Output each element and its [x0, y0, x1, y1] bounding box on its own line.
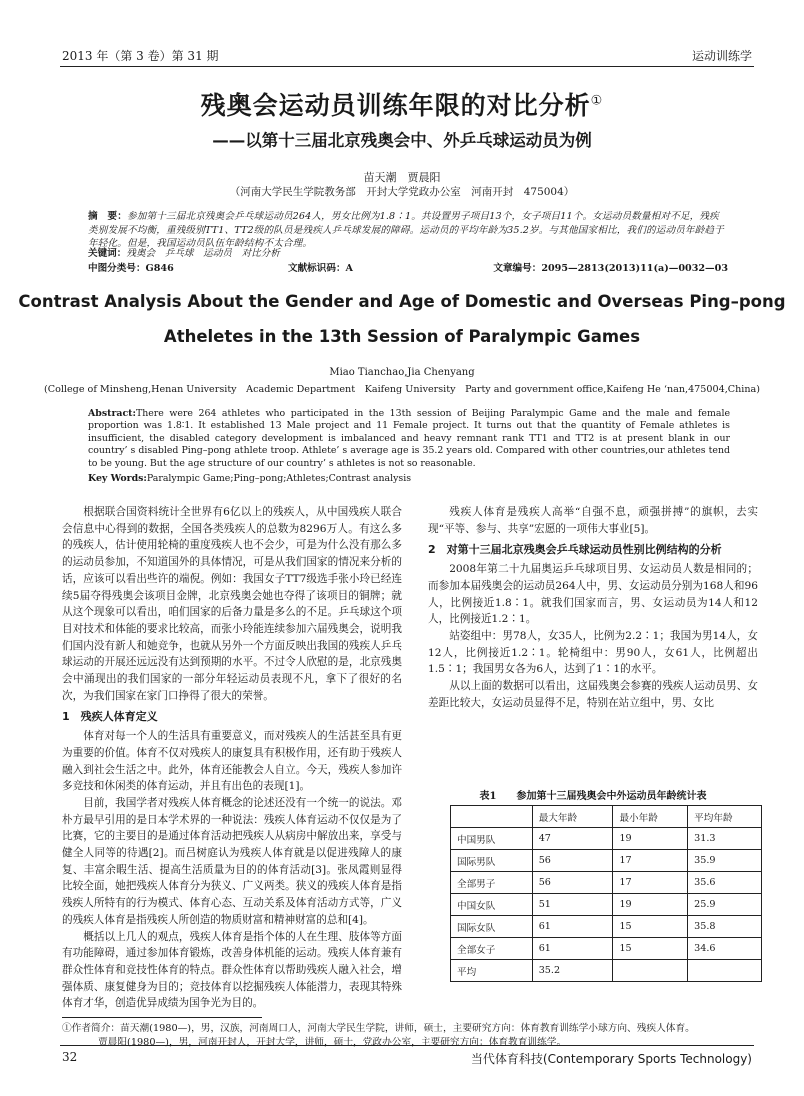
table-row: [451, 960, 762, 982]
table-row: [451, 872, 762, 894]
table-cell: 中国男队: [451, 828, 533, 850]
section-1-heading: 1 残疾人体育定义: [62, 710, 158, 724]
table-cell: 国际女队: [451, 916, 533, 938]
table-cell: 15: [613, 938, 688, 960]
affiliation-cn: （河南大学民生学院教务部 开封大学党政办公室 河南开封 475004）: [229, 186, 575, 198]
section-2-paragraph-2: 站姿组中：男78人，女35人，比例为2.2∶1；我国为男14人，女12人，比例接近1.2∶1。轮椅组中：男90人，女61人，比例超出1.5∶1；我国男女各为6人，达到了1∶1的水平。: [428, 629, 758, 676]
keywords-en: [88, 473, 730, 484]
table-cell: 35.9: [688, 850, 762, 872]
table-header-cell: 最小年龄: [613, 806, 688, 828]
section-1-paragraph-1: 体育对每一个人的生活具有重要意义，而对残疾人的生活甚至具有更为重要的价值。体育不仅对残疾人的康复具有积极作用，还有助于残疾人融入到社会生活之中。此外，体育还能教会人自立。今天，残疾人参加许多竞技和休闲类的体育运动，并且有出色的表现[1]。: [62, 730, 402, 793]
section-2-paragraph-3: 从以上面的数据可以看出，这届残奥会参赛的残疾人运动员男、女差距比较大，女运动员显得不足，特别在站立组中，男、女比: [428, 680, 758, 709]
authors-cn: 苗天潮 贾晨阳: [363, 171, 441, 184]
table-cell: [613, 960, 688, 982]
keywords-cn: [88, 245, 728, 259]
section-1-paragraph-3: 概括以上几人的观点，残疾人体育是指个体的人在生理、肢体等方面有功能障碍，通过参加体育锻炼，改善身体机能的运动。残疾人体育兼有群众性体育和竞技性体育的特点。群众性体育以帮助残疾人融入社会，增强体质、康复健身为目的；竞技体育以挖掘残疾人体能潜力，表现其特殊体育才华，创造优异成绩为国争光为目的。: [62, 930, 402, 1010]
table-row: [451, 938, 762, 960]
header-rule: [60, 66, 754, 67]
table-cell: 61: [532, 916, 613, 938]
table-cell: 35.8: [688, 916, 762, 938]
article-number: 文章编号：2095—2813(2013)11(a)—0032—03: [493, 263, 728, 274]
table-cell: 中国女队: [451, 894, 533, 916]
table-cell: 61: [532, 938, 613, 960]
table-1-caption: 表1 参加第十三届残奥会中外运动员年龄统计表: [479, 791, 707, 802]
table-cell: 51: [532, 894, 613, 916]
table-row: [451, 828, 762, 850]
table-cell: 国际男队: [451, 850, 533, 872]
keywords-cn-label: 关键词：: [88, 248, 127, 259]
abstract-en-text: There were 264 athletes who participated in the 13th session of Beijing Paralympic Game and the male and female proportion was 1.8∶1. It established 13 Male project and 11 Female project. It turns out that the quantity of Female athletes is insufficient, the disabled category development is imbalanced and heavy remnant rank TT1 and TT2 is at present blank in our country’ s disabled Ping–pong athlete troop. Athlete’ s average age is 35.2 years old. Compared with other countries,our athletes tend to be young. But the age structure of our country’ s athletes is not so reasonable.: [88, 408, 730, 469]
table-cell: 31.3: [688, 828, 762, 850]
section-1-paragraph-4: 残疾人体育是残疾人高举“自强不息，顽强拼搏”的旗帜，去实现“平等、参与、共享”宏愿的一项伟大事业[5]。: [428, 506, 758, 535]
title-cn-text: 残奥会运动员训练年限的对比分析: [200, 91, 591, 120]
section-2-paragraph-1: 2008年第二十九届奥运乒乓球项目男、女运动员人数是相同的；而参加本届残奥会的运动员264人中，男、女运动员分别为168人和96人，比例接近1.8∶1。就我们国家而言，男、女运动员为14人和12人，比例接近1.2∶1。: [428, 563, 758, 626]
table-cell: 19: [613, 828, 688, 850]
title-en-line1: Contrast Analysis About the Gender and Age of Domestic and Overseas Ping–pong: [18, 292, 786, 311]
table-cell: 34.6: [688, 938, 762, 960]
abstract-cn-label: 摘 要：: [88, 211, 127, 222]
subtitle-cn: ——以第十三届北京残奥会中、外乒乓球运动员为例: [212, 131, 592, 150]
table-row: [451, 916, 762, 938]
affiliation-en: (College of Minsheng,Henan University Academic Department Kaifeng University Party and government office,Kaifeng He ‘nan,475004,China): [44, 384, 760, 395]
clc-number: 中图分类号：G846: [88, 263, 174, 274]
abstract-en-label: Abstract:: [88, 408, 136, 419]
table-row: [451, 850, 762, 872]
table-cell: 25.9: [688, 894, 762, 916]
abstract-en: [88, 408, 730, 470]
footnote-line-1: ①作者简介：苗天潮(1980—)，男，汉族，河南周口人，河南大学民生学院，讲师，硕士，主要研究方向：体育教育训练学小球方向、残疾人体育。: [62, 1023, 695, 1034]
table-row: [451, 894, 762, 916]
intro-paragraph: 根据联合国资料统计全世界有6亿以上的残疾人，从中国残疾人联合会信息中心得到的数据，全国各类残疾人的总数为8296万人。有这么多的残疾人，估计使用轮椅的重度残疾人也不会少，可是为什么没有那么多的运动员参加，不知道国外的具体情况，可是从我们国家的情况来分析的话，应该可以看出些许的端倪。例如：我国女子TT7级选手张小玲已经连续5届夺得残奥会该项目金牌，北京残奥会她也夺得了该项目的铜牌；就从这个现象可以看出，咱们国家的后备力量是多么的不足。乒乓球这个项目对技术和体能的要求比较高，而张小玲能连续参加六届残奥会，说明我们国内没有新人和她竞争，也就从另外一个方面反映出我国的残疾人乒乓球运动的开展还远远没有达到预期的水平。不过令人欣慰的是，北京残奥会中涌现出的我们国家的一部分年轻运动员表现不凡，拿下了很好的名次，为我们国家在家门口挣得了很大的荣誉。: [62, 506, 402, 702]
table-cell: 17: [613, 872, 688, 894]
body-left-column: [62, 504, 402, 1012]
footer-rule: [60, 1045, 754, 1046]
abstract-cn-text: 参加第十三届北京残奥会乒乓球运动员264人，男女比例为1.8∶1。共设置男子项目13个，女子项目11个。女运动员数量相对不足，残疾类别发展不均衡，重残级别TT1、TT2级的队员是残疾人乒乓球发展的障碍。运动员的平均年龄为35.2岁。与其他国家相比，我们的运动员年龄趋于年轻化。但是，我国运动员队伍年龄结构不太合理。: [88, 211, 724, 249]
keywords-en-label: Key Words:: [88, 473, 147, 484]
table-cell: 17: [613, 850, 688, 872]
table-cell: 全部女子: [451, 938, 533, 960]
table-cell: 56: [532, 850, 613, 872]
table-cell: 平均: [451, 960, 533, 982]
authors-en: Miao Tianchao,Jia Chenyang: [329, 367, 475, 378]
document-code: 文献标识码：A: [288, 263, 354, 274]
table-cell: 全部男子: [451, 872, 533, 894]
author-footnote: [62, 1022, 762, 1050]
table-cell: 35.2: [532, 960, 613, 982]
table-cell: 47: [532, 828, 613, 850]
keywords-cn-text: 残奥会 乒乓球 运动员 对比分析: [126, 248, 280, 259]
journal-name: 当代体育科技(Contemporary Sports Technology): [470, 1052, 752, 1066]
table-cell: [688, 960, 762, 982]
table-header-cell: 平均年龄: [688, 806, 762, 828]
title-en-line2: Atheletes in the 13th Session of Paralympic Games: [163, 327, 641, 346]
age-statistics-table: [450, 805, 762, 982]
table-cell: 19: [613, 894, 688, 916]
table-header-cell: [451, 806, 533, 828]
issue-header: 2013 年（第 3 卷）第 31 期: [62, 49, 219, 63]
title-cn: [0, 86, 804, 122]
footnote-rule: [62, 1017, 262, 1018]
table-header-row: [451, 806, 762, 828]
table-header-cell: 最大年龄: [532, 806, 613, 828]
keywords-en-text: Paralympic Game;Ping–pong;Athletes;Contrast analysis: [146, 473, 412, 484]
body-right-column: [428, 504, 758, 711]
section-header: 运动训练学: [691, 49, 752, 63]
section-1-paragraph-2: 目前，我国学者对残疾人体育概念的论述还没有一个统一的说法。邓朴方最早引用的是日本学术界的一种说法：残疾人体育运动不仅仅是为了比赛，它的主要目的是通过体育活动把残疾人从病房中解放出来，享受与健全人同等的待遇[2]。而吕树庭认为残疾人体育就是以促进残障人的康复、丰富余暇生活、提高生活质量为目的的体育活动[3]。张凤霞则显得比较全面，她把残疾人体育分为狭义、广义两类。狭义的残疾人体育是指残疾人所特有的行为模式、体育心态、互动关系及体育活动方式等，广义的残疾人体育是指残疾人所创造的物质财富和精神财富的总和[4]。: [62, 796, 402, 926]
table-cell: 35.6: [688, 872, 762, 894]
table-cell: 15: [613, 916, 688, 938]
section-2-heading: 2 对第十三届北京残奥会乒乓球运动员性别比例结构的分析: [428, 543, 722, 557]
page-number: 32: [62, 1050, 78, 1064]
footnote-line-2: 贾晨阳(1980—)，男，河南开封人，开封大学，讲师，硕士，党政办公室，主要研究方向：体育教育训练学。: [98, 1037, 567, 1049]
title-footnote-mark: ①: [590, 93, 604, 109]
table-cell: 56: [532, 872, 613, 894]
